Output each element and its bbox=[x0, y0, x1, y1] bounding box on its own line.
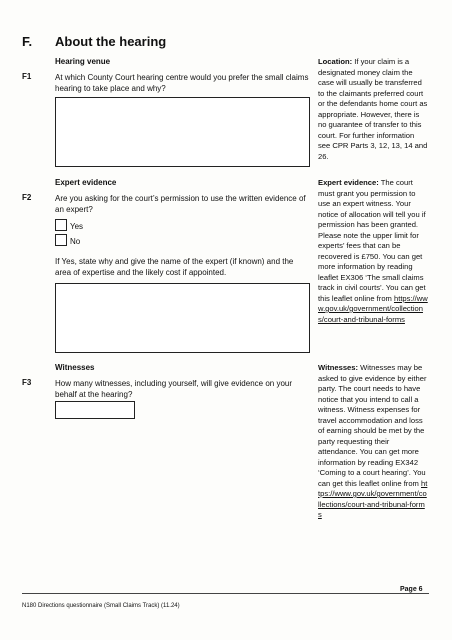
witness-count-input[interactable] bbox=[55, 401, 135, 419]
section-letter: F. bbox=[22, 34, 33, 49]
witnesses-note-text: Witnesses may be asked to give evidence by either party. The court needs to have notice that you intend to call a witness. Witness expenses for travel accommodation and loss of earning should be met by the party requesting their attendance. You can get more information by reading EX342 ‘Coming to a court hearing’. You can get this leaflet online from bbox=[318, 363, 427, 488]
location-note-text: If your claim is a designated money claim the case will usually be transferred to the claimants preferred court or the defendants home court as appropriate. However, there is no guarantee of transfer to this court. For further information see CPR Parts 3, 12, 13, 14 and 26. bbox=[318, 57, 428, 161]
no-checkbox[interactable] bbox=[55, 234, 67, 246]
form-reference: N180 Directions questionnaire (Small Claims Track) (11.24) bbox=[22, 603, 180, 609]
witnesses-note-label: Witnesses: bbox=[318, 363, 359, 372]
expert-evidence-heading: Expert evidence bbox=[55, 178, 117, 187]
page-number: Page 6 bbox=[400, 586, 423, 593]
location-note bbox=[318, 57, 428, 162]
witnesses-heading: Witnesses bbox=[55, 363, 95, 372]
question-number-f1: F1 bbox=[22, 72, 32, 81]
footer-divider bbox=[22, 593, 429, 594]
expert-details-input[interactable] bbox=[55, 283, 310, 353]
no-label: No bbox=[70, 237, 81, 246]
yes-checkbox[interactable] bbox=[55, 219, 67, 231]
location-note-label: Location: bbox=[318, 57, 353, 66]
question-number-f2: F2 bbox=[22, 193, 32, 202]
expert-evidence-question: Are you asking for the court’s permission to use the written evidence of an expert? bbox=[55, 194, 306, 214]
hearing-venue-input[interactable] bbox=[55, 97, 310, 167]
question-number-f3: F3 bbox=[22, 378, 32, 387]
expert-forms-link[interactable]: https://www.gov.uk/government/collections/court-and-tribunal-forms bbox=[318, 293, 428, 324]
hearing-venue-heading: Hearing venue bbox=[55, 57, 111, 66]
hearing-venue-question: At which County Court hearing centre would you prefer the small claims hearing to take place and why? bbox=[55, 73, 309, 93]
expert-note-text: The court must grant you permission to use an expert witness. Your notice of allocation will tell you if permission has been granted. Please note the upper limit for experts’ fees that can be recovered is £750. You can get more information by reading leaflet EX306 ‘The small claims track in civil courts’. You can get this leaflet online from bbox=[318, 178, 426, 303]
expert-followup-text: If Yes, state why and give the name of the expert (if known) and the area of expertise and the likely cost if appointed. bbox=[55, 257, 294, 277]
witnesses-note bbox=[318, 363, 428, 521]
section-title: About the hearing bbox=[55, 34, 167, 49]
expert-note bbox=[318, 178, 428, 325]
witness-forms-link[interactable]: https://www.gov.uk/government/collections/court-and-tribunal-forms bbox=[318, 478, 428, 519]
yes-label: Yes bbox=[70, 222, 84, 231]
expert-note-label: Expert evidence: bbox=[318, 178, 379, 187]
witnesses-question: How many witnesses, including yourself, will give evidence on your behalf at the hearing? bbox=[55, 379, 292, 399]
